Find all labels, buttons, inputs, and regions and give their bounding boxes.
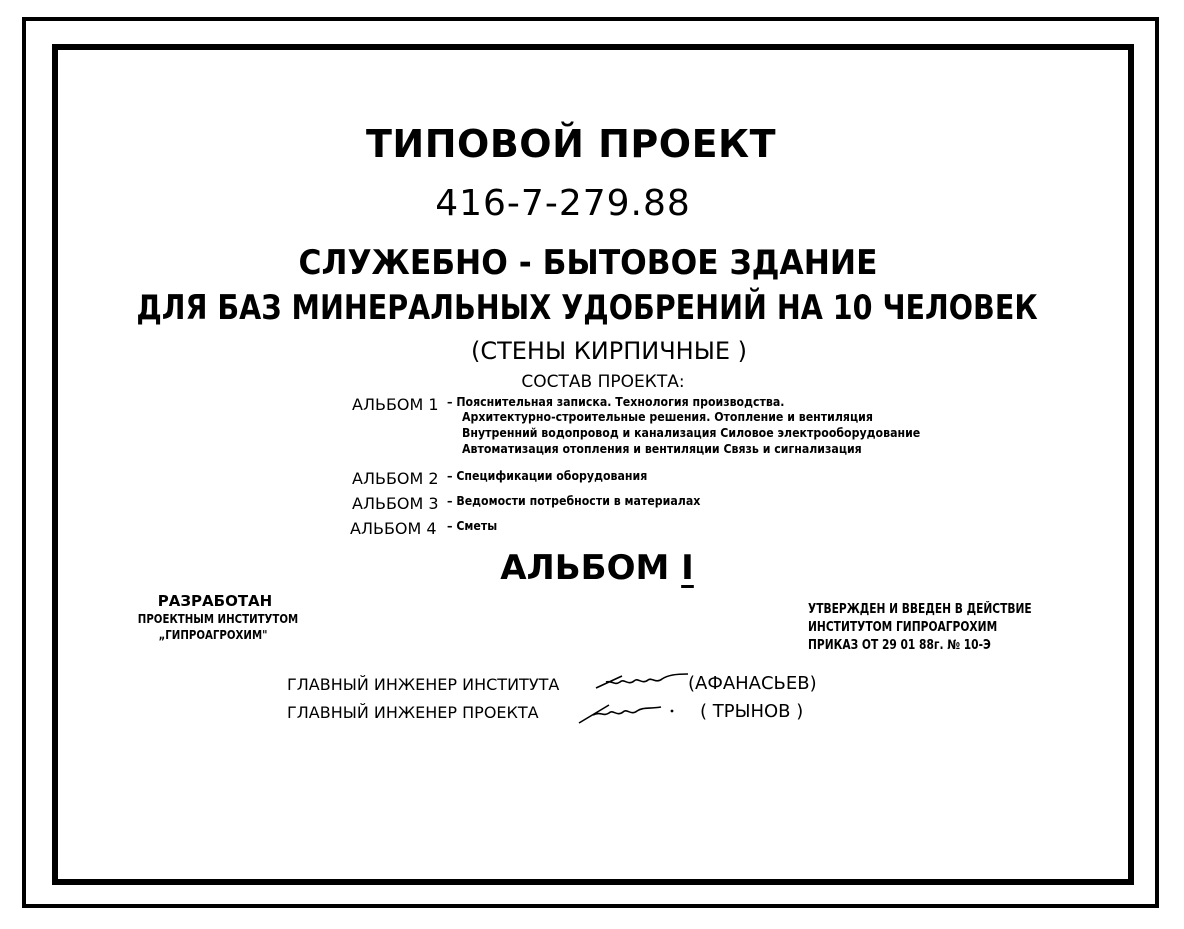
signature-name-trynov: ( ТРЫНОВ ) <box>700 701 804 722</box>
developed-line1: РАЗРАБОТАН <box>157 592 273 610</box>
album-1-line-2: Архитектурно-строительные решения. Отопление и вентиляция <box>462 409 873 424</box>
approved-line1: УТВЕРЖДЕН И ВВЕДЕН В ДЕЙСТВИЕ <box>808 602 1032 617</box>
album-1-line-4: Автоматизация отопления и вентиляции Связь и сигнализация <box>462 441 862 456</box>
album-3-line-1: – Ведомости потребности в материалах <box>447 493 701 508</box>
signature-role-institute: ГЛАВНЫЙ ИНЖЕНЕР ИНСТИТУТА <box>287 675 560 694</box>
album-1-label: АЛЬБОМ 1 <box>352 395 439 414</box>
album-4-label: АЛЬБОМ 4 <box>350 519 437 538</box>
walls-note: (СТЕНЫ КИРПИЧНЫЕ ) <box>470 337 748 365</box>
album-title-number: I <box>681 548 694 588</box>
document-type: ТИПОВОЙ ПРОЕКТ <box>365 122 777 166</box>
signature-role-project: ГЛАВНЫЙ ИНЖЕНЕР ПРОЕКТА <box>287 703 539 722</box>
signature-name-afanasyev: (АФАНАСЬЕВ) <box>688 673 817 694</box>
composition-heading: СОСТАВ ПРОЕКТА: <box>521 372 685 392</box>
album-4-line-1: – Сметы <box>447 518 498 533</box>
approved-line2: ИНСТИТУТОМ ГИПРОАГРОХИМ <box>808 620 998 635</box>
album-1-line-3: Внутренний водопровод и канализация Силовое электрооборудование <box>462 425 921 440</box>
album-title-prefix: АЛЬБОМ <box>500 548 670 588</box>
project-name-line1: СЛУЖЕБНО - БЫТОВОЕ ЗДАНИЕ <box>298 243 878 283</box>
project-code: 416-7-279.88 <box>435 183 691 224</box>
signature-trynov-icon <box>575 697 685 727</box>
inner-frame <box>52 44 1134 885</box>
album-1-line-1: – Пояснительная записка. Технология производства. <box>447 394 785 409</box>
developed-line2: ПРОЕКТНЫМ ИНСТИТУТОМ <box>137 612 299 626</box>
album-title <box>500 548 694 588</box>
signature-afanasyev-icon <box>592 668 692 694</box>
album-2-line-1: – Спецификации оборудования <box>447 468 648 483</box>
album-3-label: АЛЬБОМ 3 <box>352 494 439 513</box>
approved-line3: ПРИКАЗ ОТ 29 01 88г. № 10-Э <box>808 638 991 653</box>
developed-line3: „ГИПРОАГРОХИМ" <box>158 628 268 642</box>
album-2-label: АЛЬБОМ 2 <box>352 469 439 488</box>
project-name-line2: ДЛЯ БАЗ МИНЕРАЛЬНЫХ УДОБРЕНИЙ НА 10 ЧЕЛОВЕК <box>136 288 1038 328</box>
